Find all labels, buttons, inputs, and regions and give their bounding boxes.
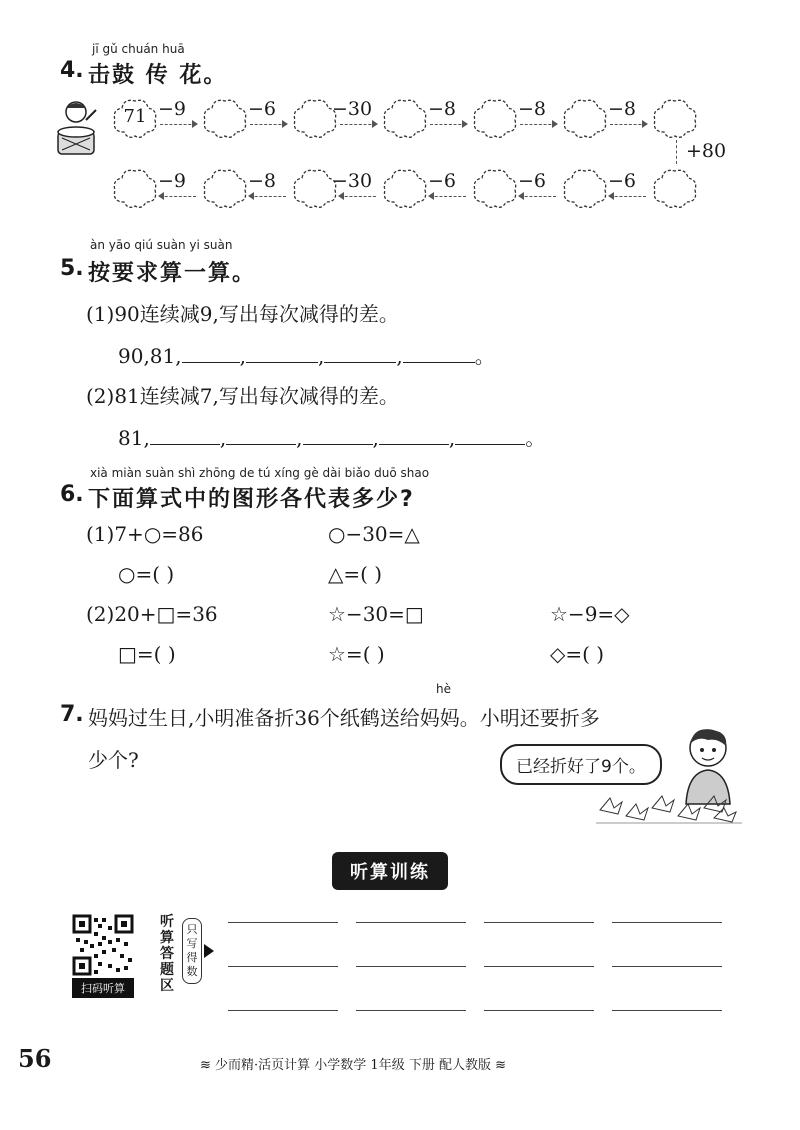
- answer-blank[interactable]: [455, 426, 525, 445]
- qr-caption: 扫码听算: [72, 978, 134, 998]
- q5-part1-answer-row: [118, 340, 495, 369]
- listening-answer-line[interactable]: [612, 922, 722, 923]
- q5-number: 5.: [60, 256, 84, 281]
- arrowhead-right-icon: [372, 120, 378, 128]
- arrow-down: [676, 140, 677, 164]
- q6-p2-ans1[interactable]: □=( ): [118, 642, 176, 666]
- listening-answer-line[interactable]: [356, 1010, 466, 1011]
- q5-part1-start: 90,81,: [118, 344, 182, 368]
- q6-p1-ans2[interactable]: △=( ): [328, 562, 383, 586]
- q6-p1-ans1[interactable]: ○=( ): [118, 562, 175, 586]
- answer-blank[interactable]: [303, 426, 373, 445]
- row2-op: −6: [518, 170, 547, 192]
- q6-p1-eq2: ○−30=△: [328, 522, 420, 546]
- arrowhead-left-icon: [518, 192, 524, 200]
- row2-op: −9: [158, 170, 187, 192]
- q7-pinyin-he: hè: [436, 682, 451, 696]
- listening-answer-line[interactable]: [228, 966, 338, 967]
- paper-cranes-illustration: [596, 788, 742, 824]
- listening-answer-line[interactable]: [612, 966, 722, 967]
- flower-blank[interactable]: [380, 166, 430, 210]
- arrow-left: [610, 196, 646, 197]
- arrow-right: [430, 124, 466, 125]
- q5-part2-answer-row: [118, 422, 545, 451]
- flower-blank[interactable]: [650, 166, 700, 210]
- arrowhead-left-icon: [608, 192, 614, 200]
- q6-p2-eq1: (2)20+□=36: [86, 602, 218, 626]
- triangle-pointer-icon: [204, 944, 214, 958]
- q4-title: 击鼓 传 花。: [88, 63, 228, 88]
- arrow-right: [160, 124, 196, 125]
- q6-p2-eq2: ☆−30=□: [328, 602, 424, 626]
- flower-blank[interactable]: [380, 96, 430, 140]
- answer-blank[interactable]: [246, 344, 318, 363]
- flower-start: [110, 96, 160, 140]
- flower-blank[interactable]: [200, 166, 250, 210]
- flower-blank[interactable]: [470, 96, 520, 140]
- comma: ,: [219, 426, 227, 450]
- comma: ,: [396, 344, 403, 368]
- start-value: 71: [123, 106, 147, 127]
- row2-op: −6: [608, 170, 637, 192]
- comma: ,: [448, 426, 456, 450]
- row2-op: −30: [332, 170, 373, 192]
- arrowhead-left-icon: [428, 192, 434, 200]
- q7-number: 7.: [60, 702, 84, 727]
- drummer-illustration: [50, 98, 102, 160]
- listening-answer-line[interactable]: [356, 922, 466, 923]
- arrowhead-right-icon: [462, 120, 468, 128]
- arrow-right: [610, 124, 646, 125]
- listening-answer-line[interactable]: [484, 1010, 594, 1011]
- listening-answer-line[interactable]: [228, 922, 338, 923]
- flower-blank[interactable]: [470, 166, 520, 210]
- answer-blank[interactable]: [379, 426, 449, 445]
- answer-area-note: 只写得数: [182, 918, 202, 984]
- footer-text: ≋ 少而精·活页计算 小学数学 1年级 下册 配人教版 ≋: [200, 1058, 506, 1073]
- end-mark: 。: [474, 344, 495, 368]
- comma: ,: [239, 344, 246, 368]
- qr-code-icon[interactable]: [72, 914, 134, 976]
- page-number: 56: [18, 1044, 52, 1073]
- end-mark: 。: [525, 426, 546, 450]
- listening-answer-line[interactable]: [612, 1010, 722, 1011]
- q4-pinyin: jī gǔ chuán huā: [92, 42, 185, 56]
- row1-op: −8: [608, 98, 637, 120]
- row1-op: −9: [158, 98, 187, 120]
- arrowhead-right-icon: [192, 120, 198, 128]
- comma: ,: [372, 426, 379, 450]
- comma: ,: [317, 344, 325, 368]
- answer-blank[interactable]: [182, 344, 240, 363]
- q7-line1: 妈妈过生日,小明准备折36个纸鹤送给妈妈。小明还要折多: [88, 706, 600, 730]
- arrow-left: [340, 196, 376, 197]
- arrow-right: [520, 124, 556, 125]
- q5-part2-start: 81,: [118, 426, 150, 450]
- listening-banner: 听算训练: [332, 852, 448, 890]
- flower-blank[interactable]: [650, 96, 700, 140]
- row1-op: −30: [332, 98, 373, 120]
- row1-op: −6: [248, 98, 277, 120]
- arrow-right: [340, 124, 376, 125]
- row1-op: −8: [428, 98, 457, 120]
- arrowhead-right-icon: [552, 120, 558, 128]
- arrow-left: [160, 196, 196, 197]
- arrow-right: [250, 124, 286, 125]
- comma: ,: [296, 426, 303, 450]
- arrow-left: [520, 196, 556, 197]
- listening-answer-line[interactable]: [356, 966, 466, 967]
- q6-p1-eq1: (1)7+○=86: [86, 522, 204, 546]
- listening-answer-line[interactable]: [484, 922, 594, 923]
- speech-bubble: 已经折好了9个。: [500, 744, 662, 785]
- q5-pinyin: àn yāo qiú suàn yi suàn: [90, 238, 233, 252]
- q7-line2: 少个?: [88, 748, 139, 772]
- arrowhead-left-icon: [248, 192, 254, 200]
- row2-op: −6: [428, 170, 457, 192]
- q5-part1-label: (1)90连续减9,写出每次减得的差。: [86, 302, 399, 326]
- row1-op: −8: [518, 98, 547, 120]
- flower-blank[interactable]: [560, 166, 610, 210]
- q5-part2-label: (2)81连续减7,写出每次减得的差。: [86, 384, 399, 408]
- arrowhead-left-icon: [338, 192, 344, 200]
- arrowhead-right-icon: [282, 120, 288, 128]
- turn-op: +80: [686, 140, 727, 162]
- flower-blank[interactable]: [200, 96, 250, 140]
- listening-answer-line[interactable]: [484, 966, 594, 967]
- q6-p2-ans2[interactable]: ☆=( ): [328, 642, 385, 666]
- answer-blank[interactable]: [150, 426, 220, 445]
- q6-pinyin: xià miàn suàn shì zhōng de tú xíng gè dài biǎo duō shao: [90, 466, 430, 480]
- arrowhead-left-icon: [158, 192, 164, 200]
- q6-title: 下面算式中的图形各代表多少?: [88, 487, 415, 512]
- q5-title: 按要求算一算。: [88, 261, 257, 286]
- answer-blank[interactable]: [403, 344, 475, 363]
- flower-blank[interactable]: [560, 96, 610, 140]
- q6-p2-eq3: ☆−9=◇: [550, 602, 630, 626]
- arrowhead-right-icon: [642, 120, 648, 128]
- arrow-left: [430, 196, 466, 197]
- arrow-left: [250, 196, 286, 197]
- answer-blank[interactable]: [324, 344, 396, 363]
- answer-blank[interactable]: [226, 426, 296, 445]
- listening-answer-line[interactable]: [228, 1010, 338, 1011]
- q6-p2-ans3[interactable]: ◇=( ): [550, 642, 605, 666]
- flower-blank[interactable]: [110, 166, 160, 210]
- q4-number: 4.: [60, 58, 84, 83]
- row2-op: −8: [248, 170, 277, 192]
- answer-area-label: 听算答题区: [160, 914, 174, 994]
- q6-number: 6.: [60, 482, 84, 507]
